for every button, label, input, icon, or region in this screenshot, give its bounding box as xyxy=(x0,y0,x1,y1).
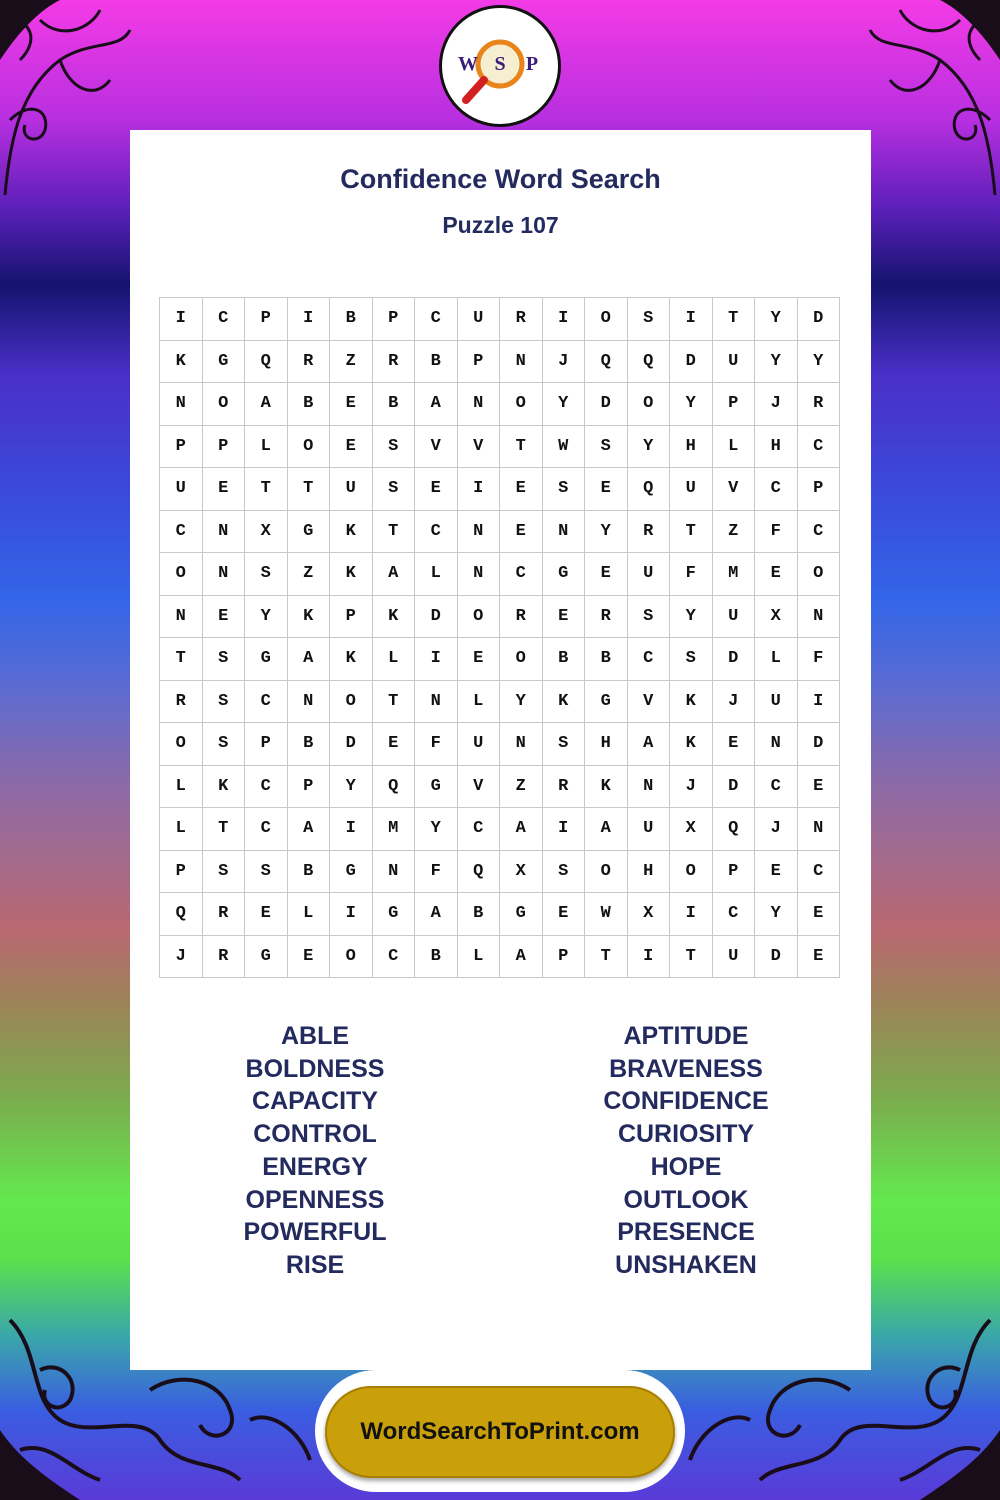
grid-cell[interactable]: T xyxy=(713,298,756,341)
grid-cell[interactable]: U xyxy=(713,936,756,979)
word-list-item: OUTLOOK xyxy=(623,1185,749,1214)
grid-cell[interactable]: S xyxy=(543,851,586,894)
grid-cell[interactable]: Y xyxy=(755,341,798,384)
grid-cell[interactable]: R xyxy=(203,936,246,979)
grid-cell[interactable]: X xyxy=(245,511,288,554)
grid-cell[interactable]: K xyxy=(203,766,246,809)
grid-cell[interactable]: A xyxy=(500,808,543,851)
grid-cell[interactable]: E xyxy=(798,893,841,936)
grid-cell[interactable]: T xyxy=(500,426,543,469)
grid-cell[interactable]: G xyxy=(500,893,543,936)
grid-cell[interactable]: C xyxy=(798,851,841,894)
grid-cell[interactable]: L xyxy=(458,681,501,724)
grid-cell[interactable]: S xyxy=(628,596,671,639)
grid-cell[interactable]: P xyxy=(245,723,288,766)
word-list-item: PRESENCE xyxy=(617,1218,755,1247)
grid-cell[interactable]: N xyxy=(755,723,798,766)
grid-cell[interactable]: J xyxy=(755,383,798,426)
grid-cell[interactable]: I xyxy=(798,681,841,724)
word-list-item: HOPE xyxy=(650,1152,722,1181)
logo-letter-p: P xyxy=(525,53,539,75)
grid-cell[interactable]: K xyxy=(585,766,628,809)
grid-cell[interactable]: C xyxy=(245,681,288,724)
word-list-item: CURIOSITY xyxy=(617,1120,755,1149)
grid-cell[interactable]: P xyxy=(458,341,501,384)
grid-cell[interactable]: E xyxy=(245,893,288,936)
grid-cell[interactable]: E xyxy=(458,638,501,681)
grid-cell[interactable]: J xyxy=(713,681,756,724)
grid-cell[interactable]: C xyxy=(373,936,416,979)
grid-cell[interactable]: B xyxy=(373,383,416,426)
word-list-item: BOLDNESS xyxy=(245,1054,385,1083)
grid-cell[interactable]: U xyxy=(713,341,756,384)
grid-cell[interactable]: O xyxy=(288,426,331,469)
grid-cell[interactable]: S xyxy=(628,298,671,341)
grid-cell[interactable]: T xyxy=(670,936,713,979)
grid-cell[interactable]: L xyxy=(245,426,288,469)
grid-cell[interactable]: Q xyxy=(160,893,203,936)
grid-cell[interactable]: C xyxy=(415,298,458,341)
grid-cell[interactable]: Y xyxy=(415,808,458,851)
grid-cell[interactable]: V xyxy=(415,426,458,469)
grid-cell[interactable]: O xyxy=(160,723,203,766)
grid-cell[interactable]: D xyxy=(585,383,628,426)
grid-cell[interactable]: N xyxy=(160,596,203,639)
grid-cell[interactable]: S xyxy=(543,723,586,766)
grid-cell[interactable]: S xyxy=(543,468,586,511)
grid-cell[interactable]: A xyxy=(415,893,458,936)
grid-cell[interactable]: U xyxy=(670,468,713,511)
logo xyxy=(439,5,561,127)
grid-cell[interactable]: O xyxy=(798,553,841,596)
grid-cell[interactable]: Y xyxy=(330,766,373,809)
grid-cell[interactable]: R xyxy=(160,681,203,724)
grid-cell[interactable]: G xyxy=(203,341,246,384)
grid-cell[interactable]: R xyxy=(798,383,841,426)
grid-cell[interactable]: C xyxy=(160,511,203,554)
grid-cell[interactable]: P xyxy=(160,851,203,894)
grid-cell[interactable]: N xyxy=(203,553,246,596)
grid-cell[interactable]: M xyxy=(373,808,416,851)
grid-cell[interactable]: K xyxy=(160,341,203,384)
grid-cell[interactable]: N xyxy=(500,341,543,384)
word-list-item: CONTROL xyxy=(253,1120,377,1149)
grid-cell[interactable]: U xyxy=(713,596,756,639)
grid-cell[interactable]: Z xyxy=(288,553,331,596)
word-list-item: RISE xyxy=(285,1250,345,1279)
grid-cell[interactable]: T xyxy=(288,468,331,511)
grid-cell[interactable]: E xyxy=(415,468,458,511)
grid-cell[interactable]: O xyxy=(585,298,628,341)
grid-cell[interactable]: A xyxy=(585,808,628,851)
grid-cell[interactable]: G xyxy=(245,936,288,979)
grid-cell[interactable]: O xyxy=(203,383,246,426)
grid-cell[interactable]: F xyxy=(798,638,841,681)
grid-cell[interactable]: C xyxy=(798,511,841,554)
grid-cell[interactable]: I xyxy=(330,893,373,936)
grid-cell[interactable]: O xyxy=(585,851,628,894)
grid-cell[interactable]: D xyxy=(330,723,373,766)
top-left-flourish xyxy=(0,0,140,200)
grid-cell[interactable]: G xyxy=(543,553,586,596)
grid-cell[interactable]: V xyxy=(713,468,756,511)
grid-cell[interactable]: I xyxy=(458,468,501,511)
grid-cell[interactable]: N xyxy=(500,723,543,766)
word-list-left xyxy=(130,1020,500,1282)
grid-cell[interactable]: E xyxy=(713,723,756,766)
grid-cell[interactable]: G xyxy=(245,638,288,681)
grid-cell[interactable]: D xyxy=(755,936,798,979)
grid-cell[interactable]: T xyxy=(373,681,416,724)
grid-cell[interactable]: H xyxy=(585,723,628,766)
grid-cell[interactable]: K xyxy=(543,681,586,724)
grid-cell[interactable]: U xyxy=(755,681,798,724)
grid-cell[interactable]: H xyxy=(628,851,671,894)
grid-cell[interactable]: I xyxy=(415,638,458,681)
grid-cell[interactable]: I xyxy=(160,298,203,341)
grid-cell[interactable]: E xyxy=(755,851,798,894)
grid-cell[interactable]: T xyxy=(203,808,246,851)
grid-cell[interactable]: A xyxy=(415,383,458,426)
grid-cell[interactable]: G xyxy=(415,766,458,809)
grid-cell[interactable]: N xyxy=(458,553,501,596)
grid-cell[interactable]: R xyxy=(628,511,671,554)
word-list-item: APTITUDE xyxy=(623,1022,749,1050)
grid-cell[interactable]: G xyxy=(373,893,416,936)
grid-cell[interactable]: O xyxy=(628,383,671,426)
grid-cell[interactable]: Y xyxy=(755,893,798,936)
letter-grid xyxy=(159,297,840,978)
grid-cell[interactable]: W xyxy=(585,893,628,936)
grid-cell[interactable]: D xyxy=(713,766,756,809)
grid-cell[interactable]: V xyxy=(458,426,501,469)
puzzle-sheet xyxy=(130,130,871,1370)
grid-cell[interactable]: D xyxy=(670,341,713,384)
grid-cell[interactable]: Q xyxy=(628,468,671,511)
grid-cell[interactable]: C xyxy=(798,426,841,469)
grid-cell[interactable]: E xyxy=(203,468,246,511)
grid-cell[interactable]: A xyxy=(628,723,671,766)
grid-cell[interactable]: E xyxy=(755,553,798,596)
grid-cell[interactable]: B xyxy=(543,638,586,681)
grid-cell[interactable]: Q xyxy=(458,851,501,894)
grid-cell[interactable]: P xyxy=(713,851,756,894)
grid-cell[interactable]: Z xyxy=(500,766,543,809)
grid-cell[interactable]: I xyxy=(670,298,713,341)
grid-cell[interactable]: S xyxy=(203,851,246,894)
grid-cell[interactable]: O xyxy=(458,596,501,639)
grid-cell[interactable]: O xyxy=(500,383,543,426)
grid-cell[interactable]: P xyxy=(330,596,373,639)
grid-cell[interactable]: Y xyxy=(755,298,798,341)
grid-cell[interactable]: W xyxy=(543,426,586,469)
grid-cell[interactable]: R xyxy=(288,341,331,384)
grid-cell[interactable]: B xyxy=(288,383,331,426)
grid-cell[interactable]: X xyxy=(755,596,798,639)
grid-cell[interactable]: B xyxy=(415,341,458,384)
grid-cell[interactable]: E xyxy=(500,468,543,511)
grid-cell[interactable]: O xyxy=(330,681,373,724)
grid-cell[interactable]: Y xyxy=(670,596,713,639)
word-list-item: POWERFUL xyxy=(243,1218,387,1247)
grid-cell[interactable]: B xyxy=(288,723,331,766)
grid-cell[interactable]: B xyxy=(585,638,628,681)
grid-cell[interactable]: D xyxy=(798,723,841,766)
grid-cell[interactable]: X xyxy=(628,893,671,936)
grid-cell[interactable]: N xyxy=(543,511,586,554)
grid-cell[interactable]: D xyxy=(713,638,756,681)
grid-cell[interactable]: P xyxy=(373,298,416,341)
grid-cell[interactable]: I xyxy=(670,893,713,936)
grid-cell[interactable]: P xyxy=(245,298,288,341)
grid-cell[interactable]: L xyxy=(288,893,331,936)
grid-cell[interactable]: R xyxy=(373,341,416,384)
grid-cell[interactable]: G xyxy=(330,851,373,894)
grid-cell[interactable]: C xyxy=(500,553,543,596)
grid-cell[interactable]: T xyxy=(585,936,628,979)
grid-cell[interactable]: R xyxy=(500,596,543,639)
grid-cell[interactable]: S xyxy=(203,638,246,681)
grid-cell[interactable]: N xyxy=(628,766,671,809)
grid-cell[interactable]: K xyxy=(373,596,416,639)
grid-cell[interactable]: N xyxy=(373,851,416,894)
grid-cell[interactable]: L xyxy=(160,766,203,809)
website-button[interactable]: WordSearchToPrint.com xyxy=(325,1386,675,1478)
word-list-item: OPENNESS xyxy=(245,1185,385,1214)
grid-cell[interactable]: R xyxy=(585,596,628,639)
grid-cell[interactable]: Q xyxy=(628,341,671,384)
grid-cell[interactable]: E xyxy=(585,553,628,596)
grid-cell[interactable]: E xyxy=(500,511,543,554)
grid-cell[interactable]: U xyxy=(160,468,203,511)
grid-cell[interactable]: E xyxy=(288,936,331,979)
grid-cell[interactable]: O xyxy=(670,851,713,894)
grid-cell[interactable]: Y xyxy=(628,426,671,469)
grid-cell[interactable]: C xyxy=(415,511,458,554)
grid-cell[interactable]: S xyxy=(373,468,416,511)
grid-cell[interactable]: V xyxy=(458,766,501,809)
grid-cell[interactable]: L xyxy=(160,808,203,851)
grid-cell[interactable]: A xyxy=(245,383,288,426)
grid-cell[interactable]: J xyxy=(670,766,713,809)
grid-cell[interactable]: X xyxy=(670,808,713,851)
grid-cell[interactable]: C xyxy=(755,468,798,511)
grid-cell[interactable]: E xyxy=(543,893,586,936)
grid-cell[interactable]: S xyxy=(203,681,246,724)
grid-cell[interactable]: S xyxy=(585,426,628,469)
grid-cell[interactable]: E xyxy=(330,383,373,426)
grid-cell[interactable]: N xyxy=(203,511,246,554)
grid-cell[interactable]: V xyxy=(628,681,671,724)
grid-cell[interactable]: A xyxy=(288,638,331,681)
grid-cell[interactable]: K xyxy=(330,553,373,596)
grid-cell[interactable]: T xyxy=(160,638,203,681)
grid-cell[interactable]: N xyxy=(458,511,501,554)
grid-cell[interactable]: R xyxy=(203,893,246,936)
grid-cell[interactable]: R xyxy=(543,766,586,809)
grid-cell[interactable]: U xyxy=(628,553,671,596)
grid-cell[interactable]: B xyxy=(288,851,331,894)
logo-letter-s: S xyxy=(494,53,506,75)
grid-cell[interactable]: K xyxy=(288,596,331,639)
grid-cell[interactable]: G xyxy=(288,511,331,554)
grid-cell[interactable]: P xyxy=(798,468,841,511)
word-list-item: CONFIDENCE xyxy=(603,1087,769,1116)
grid-cell[interactable]: B xyxy=(415,936,458,979)
grid-cell[interactable]: E xyxy=(798,766,841,809)
grid-cell[interactable]: P xyxy=(288,766,331,809)
grid-cell[interactable]: F xyxy=(415,851,458,894)
grid-cell[interactable]: F xyxy=(755,511,798,554)
word-list-item: BRAVENESS xyxy=(609,1054,763,1083)
grid-cell[interactable]: U xyxy=(458,298,501,341)
grid-cell[interactable]: K xyxy=(330,511,373,554)
grid-cell[interactable]: K xyxy=(670,723,713,766)
grid-cell[interactable]: Q xyxy=(585,341,628,384)
grid-cell[interactable]: O xyxy=(500,638,543,681)
grid-cell[interactable]: E xyxy=(543,596,586,639)
page-title: Confidence Word Search xyxy=(340,164,661,194)
grid-cell[interactable]: Q xyxy=(373,766,416,809)
grid-cell[interactable]: F xyxy=(670,553,713,596)
grid-cell[interactable]: P xyxy=(543,936,586,979)
word-list-item: CAPACITY xyxy=(252,1087,378,1116)
grid-cell[interactable]: P xyxy=(160,426,203,469)
grid-cell[interactable]: Y xyxy=(500,681,543,724)
grid-cell[interactable]: D xyxy=(798,298,841,341)
grid-cell[interactable]: X xyxy=(500,851,543,894)
grid-cell[interactable]: S xyxy=(670,638,713,681)
grid-cell[interactable]: Y xyxy=(798,341,841,384)
grid-cell[interactable]: Y xyxy=(543,383,586,426)
grid-cell[interactable]: J xyxy=(755,808,798,851)
word-list-item: ABLE xyxy=(280,1022,350,1050)
grid-cell[interactable]: U xyxy=(628,808,671,851)
grid-cell[interactable]: Q xyxy=(713,808,756,851)
grid-cell[interactable]: P xyxy=(713,383,756,426)
grid-cell[interactable]: L xyxy=(415,553,458,596)
grid-cell[interactable]: L xyxy=(373,638,416,681)
grid-cell[interactable]: Z xyxy=(330,341,373,384)
grid-cell[interactable]: C xyxy=(713,893,756,936)
grid-cell[interactable]: E xyxy=(203,596,246,639)
grid-cell[interactable]: T xyxy=(670,511,713,554)
grid-cell[interactable]: C xyxy=(245,808,288,851)
grid-cell[interactable]: E xyxy=(373,723,416,766)
grid-cell[interactable]: Y xyxy=(670,383,713,426)
grid-cell[interactable]: Q xyxy=(245,341,288,384)
word-list-right xyxy=(501,1020,871,1282)
grid-cell[interactable]: B xyxy=(330,298,373,341)
grid-cell[interactable]: K xyxy=(330,638,373,681)
word-list-item: UNSHAKEN xyxy=(615,1250,757,1279)
grid-cell[interactable]: L xyxy=(458,936,501,979)
grid-cell[interactable]: I xyxy=(543,298,586,341)
grid-cell[interactable]: T xyxy=(373,511,416,554)
top-right-flourish xyxy=(860,0,1000,200)
grid-cell[interactable]: E xyxy=(330,426,373,469)
grid-cell[interactable]: N xyxy=(798,596,841,639)
grid-cell[interactable]: C xyxy=(755,766,798,809)
grid-cell[interactable]: C xyxy=(458,808,501,851)
grid-cell[interactable]: U xyxy=(330,468,373,511)
grid-cell[interactable]: R xyxy=(500,298,543,341)
grid-cell[interactable]: H xyxy=(670,426,713,469)
grid-cell[interactable]: O xyxy=(160,553,203,596)
grid-cell[interactable]: A xyxy=(288,808,331,851)
grid-cell[interactable]: S xyxy=(245,553,288,596)
grid-cell[interactable]: E xyxy=(798,936,841,979)
grid-cell[interactable]: M xyxy=(713,553,756,596)
grid-cell[interactable]: I xyxy=(288,298,331,341)
word-list-item: ENERGY xyxy=(262,1152,368,1181)
grid-cell[interactable]: E xyxy=(585,468,628,511)
grid-cell[interactable]: I xyxy=(628,936,671,979)
magnifier-icon xyxy=(442,8,558,124)
grid-cell[interactable]: N xyxy=(288,681,331,724)
grid-cell[interactable]: N xyxy=(798,808,841,851)
grid-cell[interactable]: L xyxy=(713,426,756,469)
grid-cell[interactable]: A xyxy=(373,553,416,596)
grid-cell[interactable]: J xyxy=(160,936,203,979)
grid-cell[interactable]: S xyxy=(203,723,246,766)
grid-cell[interactable]: P xyxy=(203,426,246,469)
grid-cell[interactable]: I xyxy=(543,808,586,851)
grid-cell[interactable]: B xyxy=(458,893,501,936)
grid-cell[interactable]: O xyxy=(330,936,373,979)
grid-cell[interactable]: K xyxy=(670,681,713,724)
grid-cell[interactable]: L xyxy=(755,638,798,681)
grid-cell[interactable]: C xyxy=(245,766,288,809)
grid-cell[interactable]: A xyxy=(500,936,543,979)
grid-cell[interactable]: Y xyxy=(245,596,288,639)
grid-cell[interactable]: D xyxy=(415,596,458,639)
grid-cell[interactable]: Z xyxy=(713,511,756,554)
grid-cell[interactable]: U xyxy=(458,723,501,766)
grid-cell[interactable]: N xyxy=(458,383,501,426)
grid-cell[interactable]: C xyxy=(203,298,246,341)
grid-cell[interactable]: I xyxy=(330,808,373,851)
grid-cell[interactable]: N xyxy=(160,383,203,426)
grid-cell[interactable]: Y xyxy=(585,511,628,554)
grid-cell[interactable]: G xyxy=(585,681,628,724)
grid-cell[interactable]: F xyxy=(415,723,458,766)
grid-cell[interactable]: S xyxy=(245,851,288,894)
grid-cell[interactable]: J xyxy=(543,341,586,384)
grid-cell[interactable]: N xyxy=(415,681,458,724)
grid-cell[interactable]: S xyxy=(373,426,416,469)
logo-letter-w: W xyxy=(458,53,478,75)
grid-cell[interactable]: C xyxy=(628,638,671,681)
grid-cell[interactable]: H xyxy=(755,426,798,469)
grid-cell[interactable]: T xyxy=(245,468,288,511)
puzzle-number: Puzzle 107 xyxy=(442,212,559,238)
